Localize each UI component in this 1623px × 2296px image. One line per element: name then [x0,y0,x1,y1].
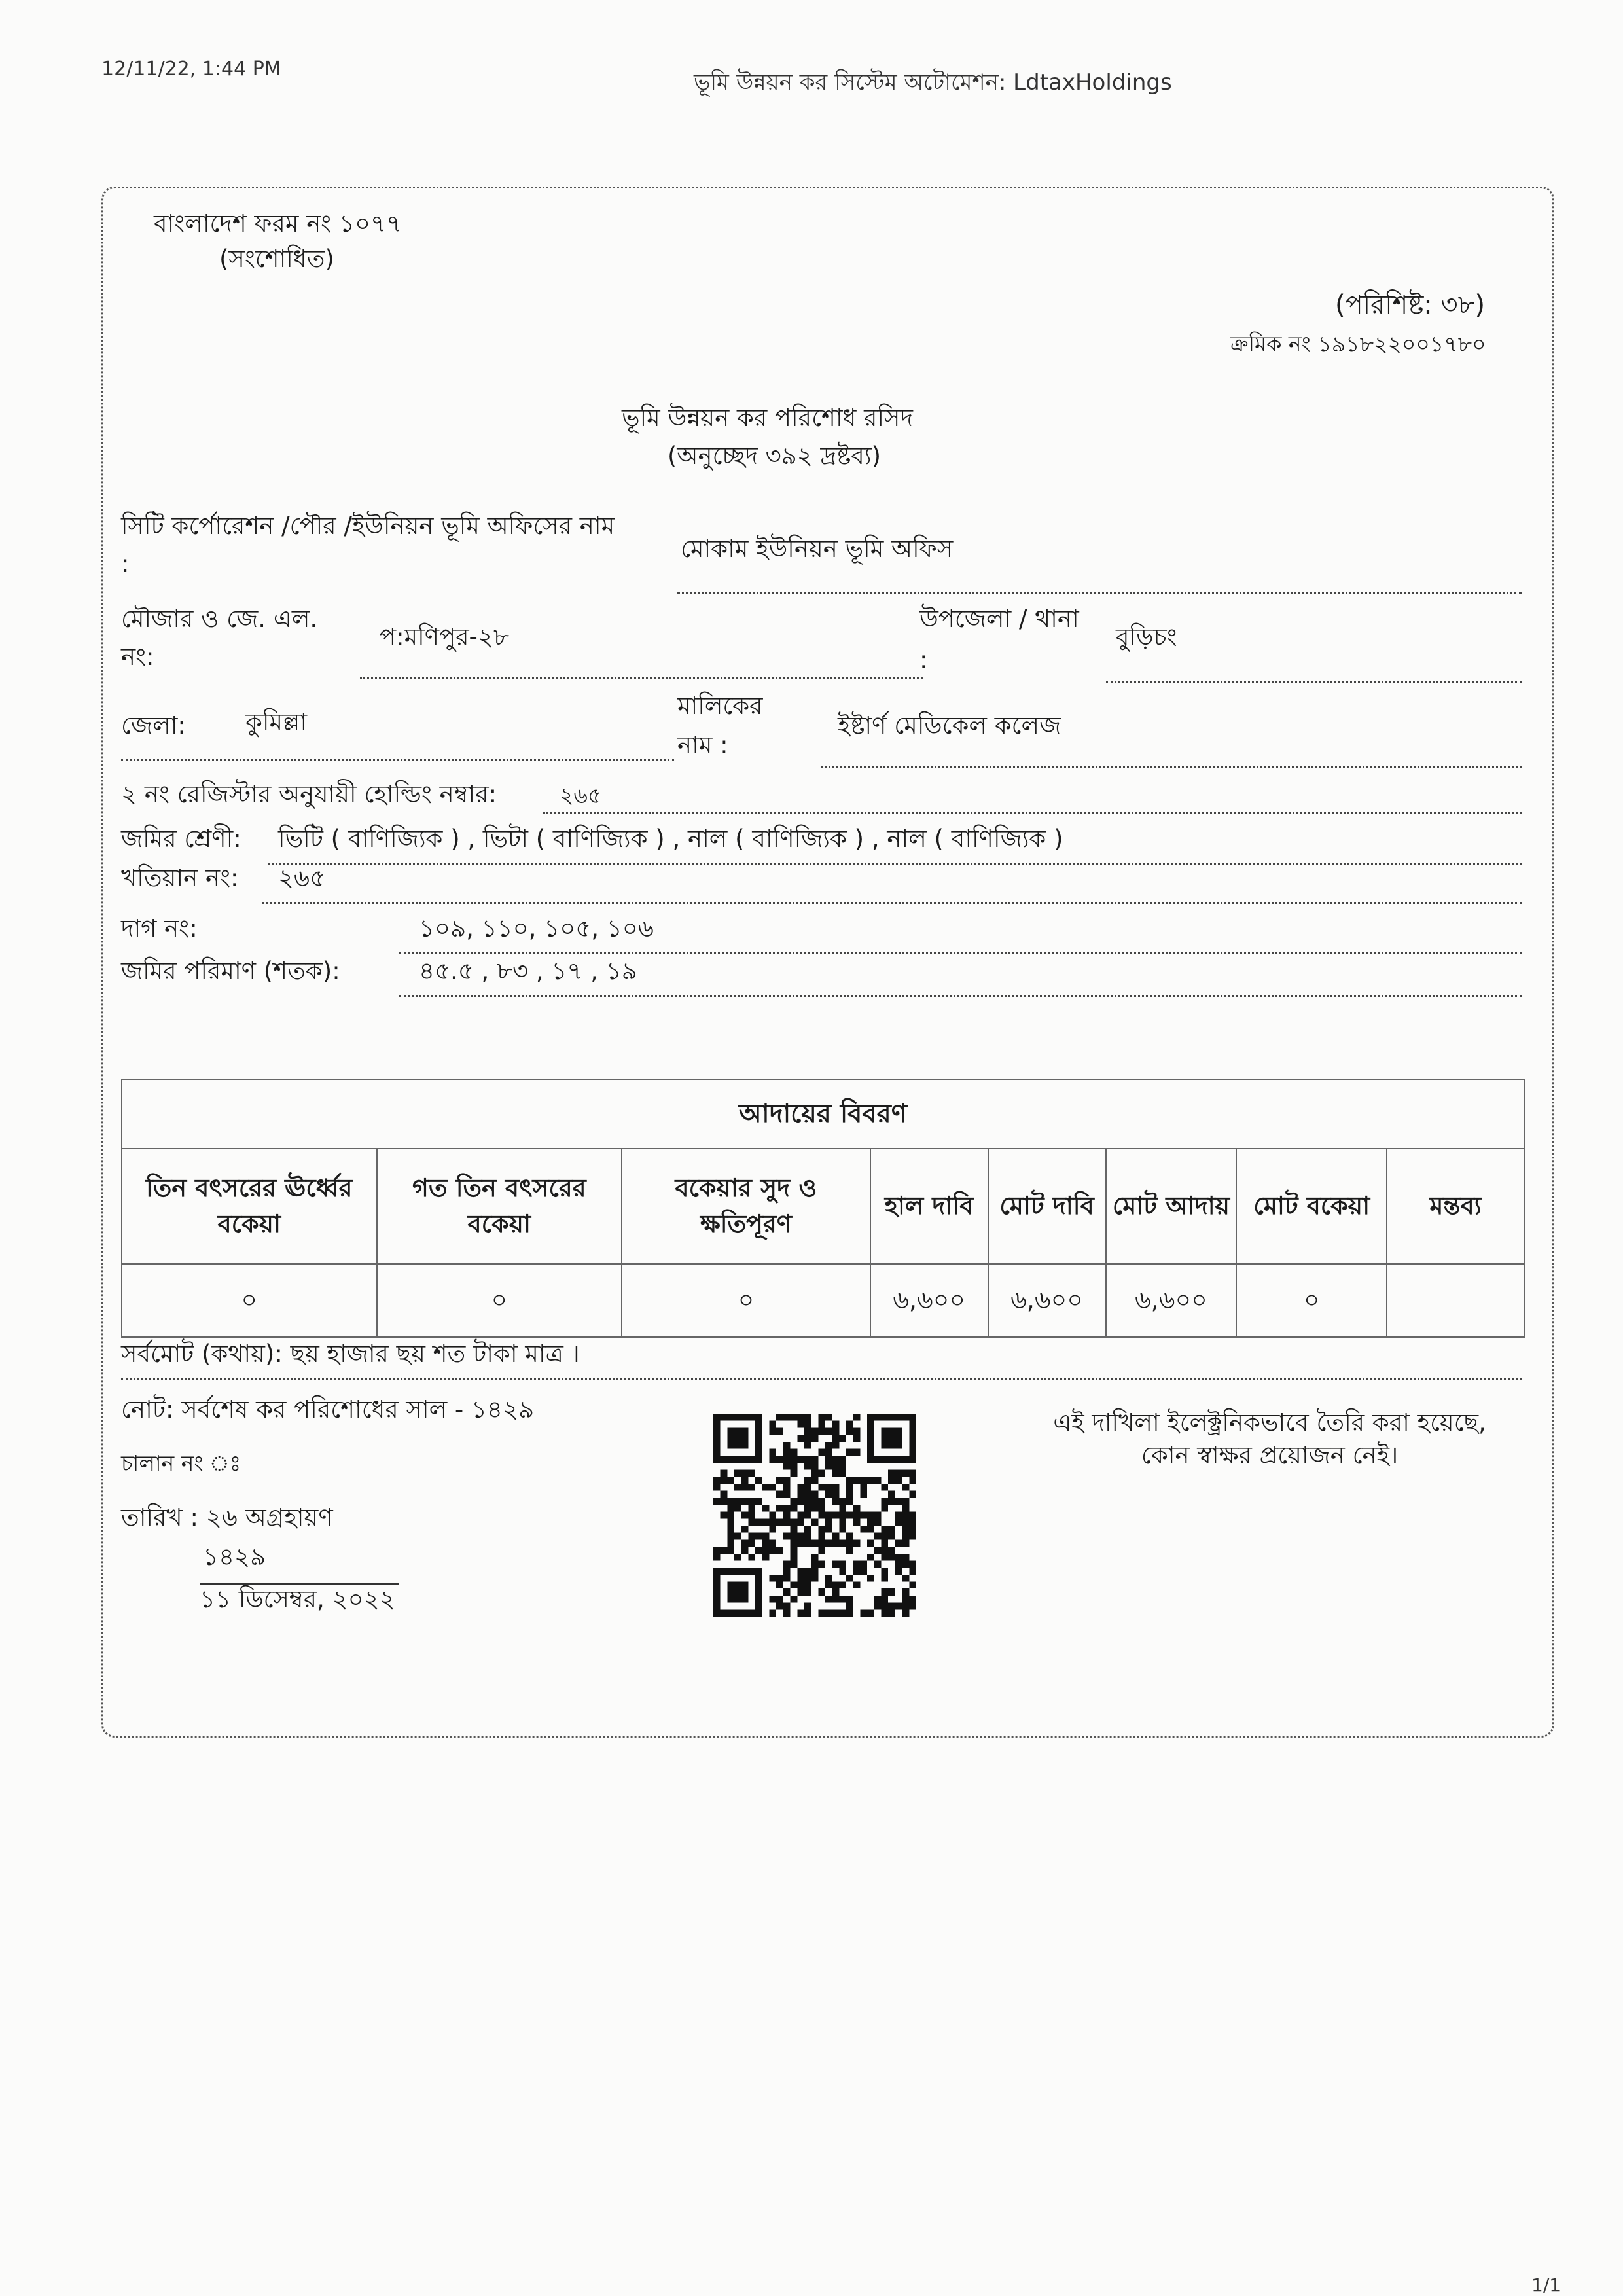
district-label: জেলা: [121,711,186,740]
header-last-3yr-arrears: গত তিন বৎসরের বকেয়া [377,1149,622,1264]
date-english: ১১ ডিসেম্বর, ২০২২ [200,1585,395,1613]
owner-label: মালিকের [677,692,763,720]
holding-underline [543,812,1522,814]
date-label: তারিখ : ২৬ অগ্রহায়ণ [121,1503,333,1532]
form-number: বাংলাদেশ ফরম নং ১০৭৭ [154,209,402,238]
header-total-arrears: মোট বকেয়া [1236,1149,1387,1264]
upazila-label: উপজেলা / থানা [919,605,1079,633]
table-row [122,1264,1524,1337]
table-caption: আদায়ের বিবরণ [122,1079,1524,1149]
owner-value: ইষ্টার্ণ মেডিকেল কলেজ [838,711,1061,740]
office-label: সিটি কর্পোরেশন /পৌর /ইউনিয়ন ভূমি অফিসের নাম [121,512,615,540]
header-total-demand: মোট দাবি [988,1149,1106,1264]
header-remarks: মন্তব্য [1387,1149,1524,1264]
print-timestamp: 12/11/22, 1:44 PM [101,58,281,81]
header-current-demand: হাল দাবি [870,1149,988,1264]
office-underline [677,592,1522,594]
mouza-underline [360,677,923,679]
cell-interest-penalty: ০ [622,1264,870,1337]
office-colon: : [121,550,130,578]
cell-remarks [1387,1264,1524,1337]
land-class-value: ভিটি ( বাণিজ্যিক ) , ভিটা ( বাণিজ্যিক ) , নাল ( বাণিজ্যিক ) , নাল ( বাণিজ্যিক ) [278,825,1063,853]
khatian-value: ২৬৫ [278,864,326,892]
header-total-collected: মোট আদায় [1106,1149,1237,1264]
upazila-underline [1106,681,1522,683]
cell-current-demand: ৬,৬০০ [870,1264,988,1337]
electronic-notice-line2: কোন স্বাক্ষর প্রয়োজন নেই। [1141,1441,1399,1469]
holding-value: ২৬৫ [560,783,602,808]
cell-older-arrears: ০ [122,1264,377,1337]
appendix-label: (পরিশিষ্ট: ৩৮) [1335,290,1486,320]
serial-number: ক্রমিক নং ১৯১৮২২০০১৭৮০ [1230,331,1486,357]
upazila-value: বুড়িচং [1116,623,1177,651]
cell-total-arrears: ০ [1236,1264,1387,1337]
electronic-notice-line1: এই দাখিলা ইলেক্ট্রনিকভাবে তৈরি করা হয়েছে, [1053,1408,1486,1437]
land-class-underline [268,863,1522,865]
holding-label: ২ নং রেজিস্টার অনুযায়ী হোল্ডিং নম্বার: [121,780,497,808]
total-in-words: সর্বমোট (কথায়): ছয় হাজার ছয় শত টাকা মাত্র । [121,1340,580,1368]
cell-total-collected: ৬,৬০০ [1106,1264,1237,1337]
office-value: মোকাম ইউনিয়ন ভূমি অফিস [681,535,954,563]
owner-label-name: নাম : [677,731,728,759]
form-amended: (সংশোধিত) [219,245,334,273]
total-underline [121,1378,1522,1380]
page-number: 1/1 [1531,2274,1561,2296]
owner-underline [821,766,1522,768]
khatian-underline [262,902,1522,904]
collection-table [121,1079,1525,1338]
qr-code [713,1414,916,1617]
last-payment-note: নোট: সর্বশেষ কর পরিশোধের সাল - ১৪২৯ [121,1395,535,1424]
dag-underline [399,952,1522,954]
area-value: ৪৫.৫ , ৮৩ , ১৭ , ১৯ [419,957,637,985]
mouza-value: প:মণিপুর-২৮ [380,623,509,651]
district-value: কুমিল্লা [245,708,308,736]
khatian-label: খতিয়ান নং: [121,864,239,892]
mouza-label-no: নং: [121,643,154,671]
date-bangla-year: ১৪২৯ [203,1543,266,1571]
area-underline [399,995,1522,997]
header-interest-penalty: বকেয়ার সুদ ও ক্ষতিপূরণ [622,1149,870,1264]
mouza-label: মৌজার ও জে. এল. [121,605,318,633]
dag-value: ১০৯, ১১০, ১০৫, ১০৬ [419,914,654,942]
receipt-subtitle: (অনুচ্ছেদ ৩৯২ দ্রষ্টব্য) [668,442,882,470]
receipt-title: ভূমি উন্নয়ন কর পরিশোধ রসিদ [622,404,913,432]
upazila-colon: : [919,646,928,674]
land-class-label: জমির শ্রেণী: [121,825,241,853]
cell-total-demand: ৬,৬০০ [988,1264,1106,1337]
dag-label: দাগ নং: [121,914,198,942]
area-label: জমির পরিমাণ (শতক): [121,957,340,985]
page-title: ভূমি উন্নয়ন কর সিস্টেম অটোমেশন: LdtaxHoldings [694,69,1172,96]
cell-last-3yr-arrears: ০ [377,1264,622,1337]
challan-number: চালান নং ঃ [121,1450,241,1476]
header-older-arrears: তিন বৎসরের ঊর্ধ্বের বকেয়া [122,1149,377,1264]
district-underline [121,759,674,761]
